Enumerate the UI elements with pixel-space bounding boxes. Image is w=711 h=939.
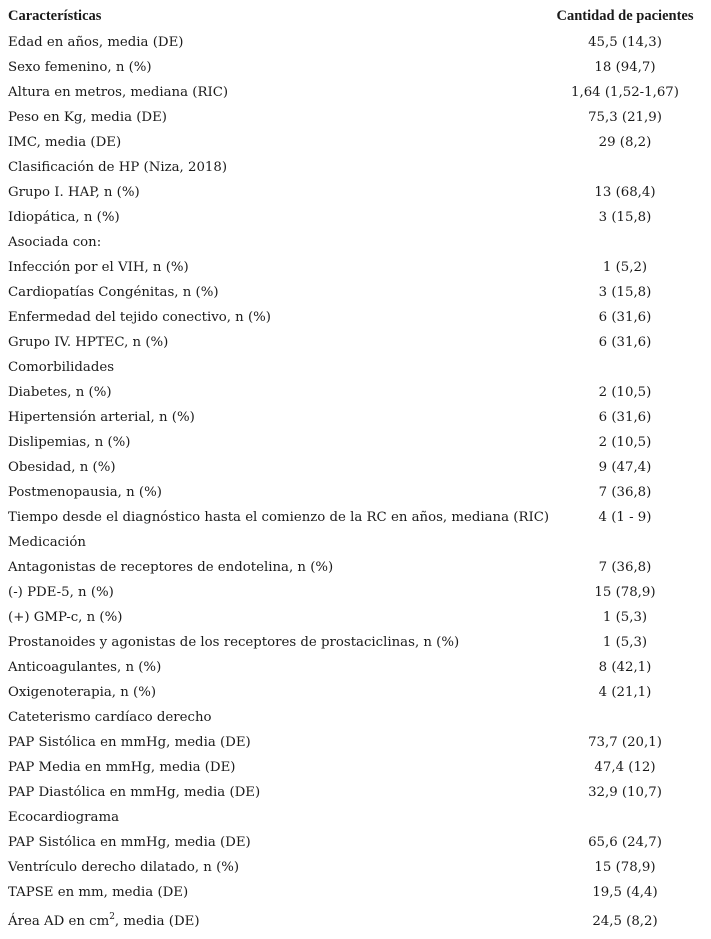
table-row-last xyxy=(0,909,711,934)
table-row xyxy=(0,880,711,905)
row-value: 7 (36,8) xyxy=(598,560,652,575)
table-row xyxy=(0,580,711,605)
row-value: 4 (1 - 9) xyxy=(598,510,652,525)
row-label: Sexo femenino, n (%) xyxy=(8,60,152,75)
table-row xyxy=(0,55,711,80)
row-value: 3 (15,8) xyxy=(598,285,652,300)
table-row xyxy=(0,30,711,55)
row-value: 15 (78,9) xyxy=(594,585,656,600)
row-value: 75,3 (21,9) xyxy=(588,110,662,125)
header-characteristics: Características xyxy=(8,8,102,24)
row-value: 6 (31,6) xyxy=(598,410,652,425)
table-row xyxy=(0,480,711,505)
row-label: Comorbilidades xyxy=(8,360,115,375)
row-value: 13 (68,4) xyxy=(594,185,656,200)
row-value: 29 (8,2) xyxy=(598,135,652,150)
row-label: PAP Media en mmHg, media (DE) xyxy=(8,760,236,775)
table-row xyxy=(0,855,711,880)
row-label: Tiempo desde el diagnóstico hasta el comienzo de la RC en años, mediana (RIC) xyxy=(8,510,550,525)
row-value: 6 (31,6) xyxy=(598,335,652,350)
row-label: Idiopática, n (%) xyxy=(8,210,120,225)
table-row xyxy=(0,555,711,580)
table-row xyxy=(0,280,711,305)
table-row xyxy=(0,630,711,655)
row-label: Anticoagulantes, n (%) xyxy=(8,660,162,675)
row-label: Cateterismo cardíaco derecho xyxy=(8,710,212,725)
row-value: 8 (42,1) xyxy=(598,660,652,675)
row-label: Antagonistas de receptores de endotelina, n (%) xyxy=(8,560,334,575)
row-label: Ecocardiograma xyxy=(8,810,119,825)
row-value: 2 (10,5) xyxy=(598,385,652,400)
table-row xyxy=(0,805,711,830)
row-label: Postmenopausia, n (%) xyxy=(8,485,162,500)
header-patient-count: Cantidad de pacientes xyxy=(556,8,694,24)
table-row xyxy=(0,455,711,480)
row-value: 73,7 (20,1) xyxy=(588,735,662,750)
table-row xyxy=(0,355,711,380)
table-row xyxy=(0,405,711,430)
table-row xyxy=(0,180,711,205)
row-value: 65,6 (24,7) xyxy=(588,835,662,850)
row-label: Ventrículo derecho dilatado, n (%) xyxy=(8,860,240,875)
row-value: 3 (15,8) xyxy=(598,210,652,225)
table-row xyxy=(0,80,711,105)
table-row xyxy=(0,705,711,730)
row-value: 2 (10,5) xyxy=(598,435,652,450)
row-label: IMC, media (DE) xyxy=(8,135,122,150)
row-label: Medicación xyxy=(8,535,86,550)
table-row xyxy=(0,655,711,680)
row-value: 7 (36,8) xyxy=(598,485,652,500)
row-label: TAPSE en mm, media (DE) xyxy=(8,885,189,900)
table-row xyxy=(0,530,711,555)
table-row xyxy=(0,730,711,755)
row-label: Grupo IV. HPTEC, n (%) xyxy=(8,335,169,350)
row-label: (+) GMP-c, n (%) xyxy=(8,610,123,625)
table-header xyxy=(0,4,711,29)
row-value: 1 (5,2) xyxy=(602,260,648,275)
row-label: Peso en Kg, media (DE) xyxy=(8,110,167,125)
table-row xyxy=(0,380,711,405)
row-label: Clasificación de HP (Niza, 2018) xyxy=(8,160,228,175)
row-value: 47,4 (12) xyxy=(594,760,656,775)
table-row xyxy=(0,230,711,255)
row-value: 9 (47,4) xyxy=(598,460,652,475)
row-label: Dislipemias, n (%) xyxy=(8,435,131,450)
row-value: 1 (5,3) xyxy=(602,635,648,650)
table-row xyxy=(0,605,711,630)
row-value: 1,64 (1,52-1,67) xyxy=(571,85,679,100)
table-row xyxy=(0,205,711,230)
row-label: Obesidad, n (%) xyxy=(8,460,116,475)
row-label: (-) PDE-5, n (%) xyxy=(8,585,114,600)
table-row xyxy=(0,330,711,355)
row-value: 19,5 (4,4) xyxy=(592,885,658,900)
row-label: Grupo I. HAP, n (%) xyxy=(8,185,140,200)
table-row xyxy=(0,780,711,805)
row-label: Diabetes, n (%) xyxy=(8,385,112,400)
row-value: 32,9 (10,7) xyxy=(588,785,662,800)
row-label: Altura en metros, mediana (RIC) xyxy=(8,85,229,100)
row-label: Hipertensión arterial, n (%) xyxy=(8,410,195,425)
row-label: PAP Sistólica en mmHg, media (DE) xyxy=(8,735,251,750)
row-value: 1 (5,3) xyxy=(602,610,648,625)
table-row xyxy=(0,305,711,330)
row-value: 24,5 (8,2) xyxy=(592,914,658,929)
row-label: Edad en años, media (DE) xyxy=(8,35,184,50)
row-label: Asociada con: xyxy=(8,235,102,250)
table-row xyxy=(0,830,711,855)
row-value: 45,5 (14,3) xyxy=(588,35,662,50)
row-label: Prostanoides y agonistas de los receptores de prostaciclinas, n (%) xyxy=(8,635,460,650)
table-row xyxy=(0,680,711,705)
row-label: PAP Diastólica en mmHg, media (DE) xyxy=(8,785,261,800)
row-value: 6 (31,6) xyxy=(598,310,652,325)
table-row xyxy=(0,430,711,455)
table-row xyxy=(0,130,711,155)
table-row xyxy=(0,155,711,180)
row-label: Infección por el VIH, n (%) xyxy=(8,260,189,275)
row-value: 4 (21,1) xyxy=(598,685,652,700)
row-label: Área AD en $cm^2$, media (DE) xyxy=(8,911,200,929)
row-value: 18 (94,7) xyxy=(594,60,656,75)
row-value: 15 (78,9) xyxy=(594,860,656,875)
table-row xyxy=(0,105,711,130)
table-row xyxy=(0,255,711,280)
table-row xyxy=(0,505,711,530)
table-row xyxy=(0,755,711,780)
row-label: Cardiopatías Congénitas, n (%) xyxy=(8,285,219,300)
row-label: Enfermedad del tejido conectivo, n (%) xyxy=(8,310,271,325)
row-label: PAP Sistólica en mmHg, media (DE) xyxy=(8,835,251,850)
row-label: Oxigenoterapia, n (%) xyxy=(8,685,157,700)
